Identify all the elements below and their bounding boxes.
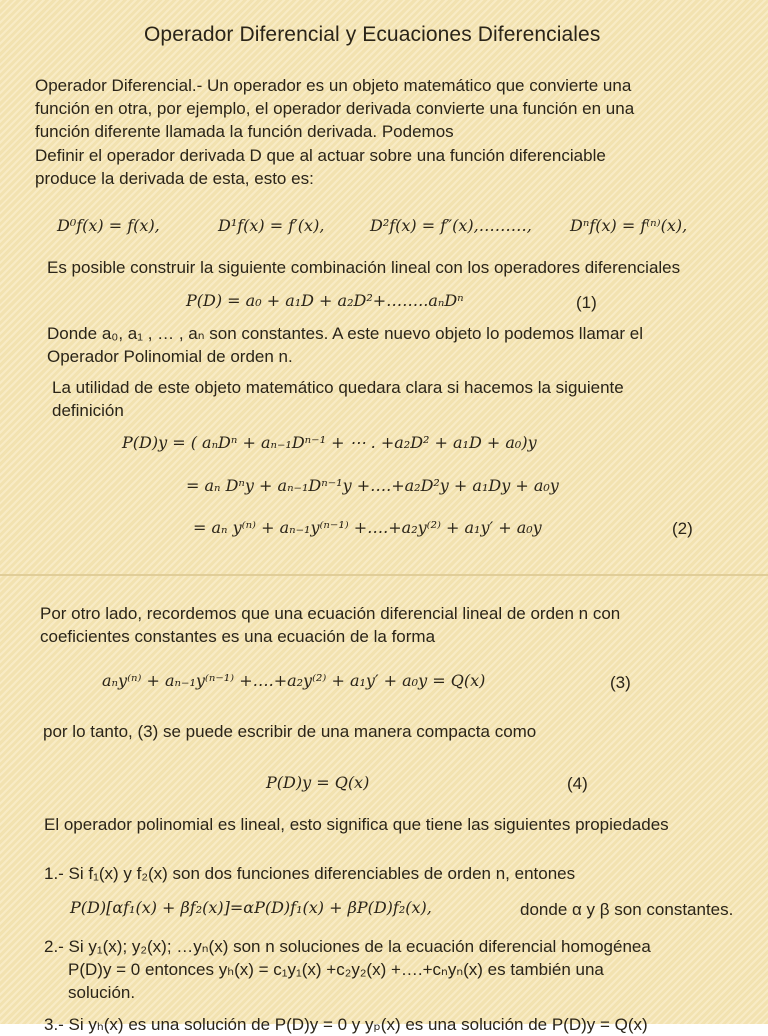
eq-number-2: (2): [672, 519, 693, 538]
eq-ode: aₙy⁽ⁿ⁾ + aₙ₋₁y⁽ⁿ⁻¹⁾ +….+a₂y⁽²⁾ + a₁y′ + a₀y = Q(x): [102, 671, 486, 690]
eq-number-1: (1): [576, 293, 597, 312]
compact-text: por lo tanto, (3) se puede escribir de una manera compacta como: [43, 722, 537, 741]
utility-line-1: La utilidad de este objeto matemático quedara clara si hacemos la siguiente: [52, 378, 624, 397]
property-1-equation: P(D)[αf₁(x) + βf₂(x)]=αP(D)f₁(x) + βP(D)f₂(x),: [70, 898, 432, 917]
eq-definition-line-1: P(D)y = ( aₙDⁿ + aₙ₋₁Dⁿ⁻¹ + ⋯ . +a₂D² + a₁D + a₀)y: [122, 433, 537, 452]
intro-line-1: Operador Diferencial.- Un operador es un objeto matemático que convierte una: [35, 76, 632, 95]
combination-text: Es posible construir la siguiente combinación lineal con los operadores diferenciales: [47, 258, 681, 277]
property-1: 1.- Si f₁(x) y f₂(x) son dos funciones diferenciables de orden n, entones: [44, 864, 576, 883]
linear-text: El operador polinomial es lineal, esto significa que tiene las siguientes propiedades: [44, 815, 669, 834]
intro-line-3: función diferente llamada la función derivada. Podemos: [35, 122, 454, 141]
eq-number-4: (4): [567, 774, 588, 793]
ode-line-1: Por otro lado, recordemos que una ecuación diferencial lineal de orden n con: [40, 604, 621, 623]
eq-derivative-0: D⁰f(x) = f(x),: [57, 216, 160, 235]
slide-2: [0, 576, 768, 1034]
constants-line-2: Operador Polinomial de orden n.: [47, 347, 293, 366]
eq-polynomial-operator: P(D) = a₀ + a₁D + a₂D²+……..aₙDⁿ: [186, 291, 464, 310]
slide-title: Operador Diferencial y Ecuaciones Diferenciales: [144, 23, 601, 46]
eq-derivative-2: D²f(x) = f″(x),………,: [370, 216, 532, 235]
intro-line-2: función en otra, por ejemplo, el operador derivada convierte una función en una: [35, 99, 635, 118]
eq-derivative-1: D¹f(x) = f′(x),: [218, 216, 325, 235]
property-2-line-3: solución.: [68, 983, 136, 1002]
eq-definition-line-3: = aₙ y⁽ⁿ⁾ + aₙ₋₁y⁽ⁿ⁻¹⁾ +….+a₂y⁽²⁾ + a₁y′ + a₀y: [193, 518, 542, 537]
property-2-line-2: P(D)y = 0 entonces yₕ(x) = c₁y₁(x) +c₂y₂(x) +….+cₙyₙ(x) es también una: [68, 960, 604, 979]
eq-derivative-n: Dⁿf(x) = f⁽ⁿ⁾(x),: [570, 216, 688, 235]
property-3: 3.- Si yₕ(x) es una solución de P(D)y = 0 y yₚ(x) es una solución de P(D)y = Q(x): [44, 1015, 648, 1034]
ode-line-2: coeficientes constantes es una ecuación de la forma: [40, 627, 436, 646]
eq-compact: P(D)y = Q(x): [266, 773, 370, 792]
eq-definition-line-2: = aₙ Dⁿy + aₙ₋₁Dⁿ⁻¹y +….+a₂D²y + a₁Dy + a₀y: [186, 476, 559, 495]
constants-line-1: Donde a₀, a₁ , … , aₙ son constantes. A este nuevo objeto lo podemos llamar el: [47, 324, 644, 343]
eq-number-3: (3): [610, 673, 631, 692]
intro-line-5: produce la derivada de esta, esto es:: [35, 169, 314, 188]
property-1-tail: donde α y β son constantes.: [520, 900, 734, 919]
utility-line-2: definición: [52, 401, 124, 420]
intro-line-4: Definir el operador derivada D que al actuar sobre una función diferenciable: [35, 146, 606, 165]
property-2-line-1: 2.- Si y₁(x); y₂(x); …yₙ(x) son n soluciones de la ecuación diferencial homogénea: [44, 937, 651, 956]
